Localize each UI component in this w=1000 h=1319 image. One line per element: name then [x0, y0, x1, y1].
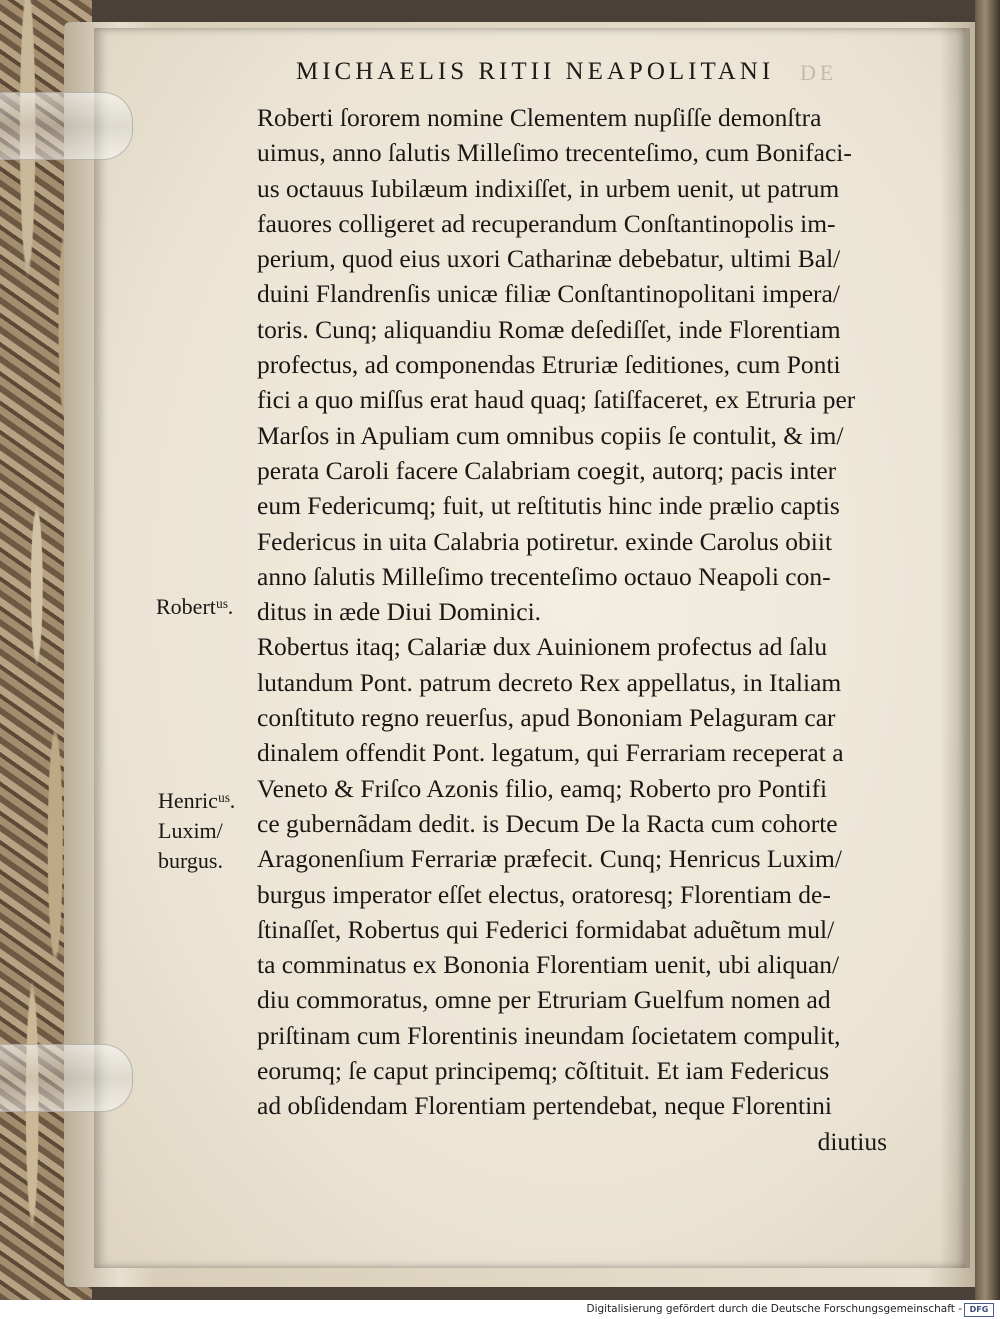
gutter-shadow — [940, 28, 970, 1268]
text-line: Federicus in uita Calabria potiretur. exinde Carolus obiit — [257, 526, 833, 556]
catchword: diutius — [817, 1126, 887, 1156]
text-line: burgus imperator eſſet electus, oratoresq; Florentiam de- — [257, 879, 831, 909]
text-line: Veneto & Friſco Azonis filio, eamq; Roberto pro Pontifi — [257, 773, 828, 803]
text-line: ta comminatus ex Bononia Florentiam uenit, ubi aliquan/ — [257, 950, 840, 980]
text-line: duini Flandrenſis unicæ filiæ Conſtantinopolitani impera/ — [257, 279, 840, 309]
margin-note-robert: Robertᵘˢ. — [156, 594, 234, 619]
text-line: toris. Cunq; aliquandiu Romæ deſediſſet, inde Florentiam — [257, 314, 841, 344]
text-line: ce gubernãdam dedit. is Decum De la Racta cum cohorte — [257, 808, 838, 838]
cover-right — [975, 0, 1000, 1300]
body-text — [257, 100, 887, 1159]
text-line: eorumq; ſe caput principemq; cõſtituit. Et iam Federicus — [257, 1056, 830, 1086]
text-line: fici a quo miſſus erat haud quaq; ſatiſfaceret, ex Etruria per — [257, 385, 856, 415]
show-through-text: DE — [800, 60, 838, 85]
text-line: us octauus Iubilæum indixiſſet, in urbem uenit, ut patrum — [257, 173, 840, 203]
text-line: Aragonenſium Ferrariæ præfecit. Cunq; Henricus Luxim/ — [257, 844, 842, 874]
text-line: diu commoratus, omne per Etruriam Guelfum nomen ad — [257, 985, 831, 1015]
margin-note-line: burgus. — [158, 848, 223, 873]
text-line: ſtinaſſet, Robertus qui Federici formidabat aduẽtum mul/ — [257, 914, 835, 944]
text-line: Robertus itaq; Calariæ dux Auinionem profectus ad ſalu — [257, 632, 828, 662]
text-line: fauores colligeret ad recuperandum Conſtantinopolis im- — [257, 208, 836, 238]
margin-note-line: Luxim/ — [158, 818, 223, 843]
text-line: dinalem offendit Pont. legatum, qui Ferrariam receperat a — [257, 738, 844, 768]
text-line: perium, quod eius uxori Catharinæ debebatur, ultimi Bal/ — [257, 244, 841, 274]
text-line: ad obſidendam Florentiam pertendebat, neque Florentini — [257, 1091, 833, 1121]
credit-bar — [0, 1300, 1000, 1319]
text-line: ditus in æde Diui Dominici. — [257, 597, 542, 627]
running-head: MICHAELIS RITII NEAPOLITANI — [296, 58, 775, 85]
page-clip-bottom — [0, 1044, 133, 1112]
credit-text: Digitalisierung gefördert durch die Deutsche Forschungsgemeinschaft - — [586, 1303, 962, 1315]
text-line: Marſos in Apuliam cum omnibus copiis ſe contulit, & im/ — [257, 420, 844, 450]
margin-note-henric — [158, 786, 235, 876]
text-line: Roberti ſororem nomine Clementem nupſiſſe demonſtra — [257, 103, 822, 132]
text-line: lutandum Pont. patrum decreto Rex appellatus, in Italiam — [257, 667, 842, 697]
text-line: profectus, ad componendas Etruriæ ſeditiones, cum Ponti — [257, 350, 841, 380]
margin-note-line: Henricᵘˢ. — [158, 788, 236, 813]
text-line: priſtinam cum Florentinis ineundam ſocietatem compulit, — [257, 1020, 841, 1050]
text-line: anno ſalutis Milleſimo trecenteſimo octauo Neapoli con- — [257, 561, 831, 591]
dfg-logo-icon: DFG — [964, 1303, 994, 1317]
text-line: perata Caroli facere Calabriam coegit, autorq; pacis inter — [257, 455, 837, 485]
text-line: conſtituto regno reuerſus, apud Bononiam Pelaguram car — [257, 703, 836, 733]
page-clip-top — [0, 92, 133, 160]
text-line: eum Federicumq; fuit, ut reſtitutis hinc inde prælio captis — [257, 491, 840, 521]
text-line: uimus, anno ſalutis Milleſimo trecenteſimo, cum Bonifaci- — [257, 138, 852, 168]
